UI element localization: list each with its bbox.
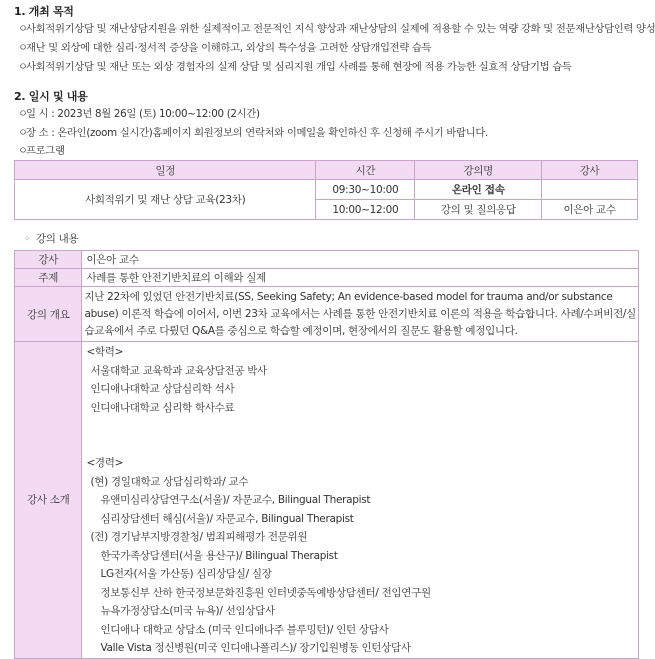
- career-heading: <경력>: [86, 457, 124, 469]
- row-time: 10:00~12:00: [316, 200, 415, 220]
- career-item: 정보통신부 산하 한국정보문화진흥원 인터넷중독예방상담센터/ 전임연구원: [100, 586, 431, 599]
- bio-content: [82, 342, 639, 659]
- purpose-title: 1. 개최 목적: [14, 5, 74, 18]
- education-item: 인디애나대학교 상담심리학 석사: [90, 383, 235, 395]
- program-bullet: ㅇ프로그램: [18, 145, 65, 157]
- career-item: 뉴욕가정상담소(미국 뉴욕)/ 선임상담사: [100, 605, 275, 617]
- bio-label: 강사 소개: [15, 342, 82, 659]
- schedule-title: 2. 일시 및 내용: [14, 90, 88, 103]
- header-schedule: 일정: [15, 161, 316, 180]
- overview-row: [15, 287, 639, 342]
- topic-row: [15, 269, 639, 287]
- instructor-row: [15, 251, 639, 269]
- career-item: 유앤미심리상담연구소(서울)/ 자문교수, Bilingual Therapist: [100, 494, 371, 506]
- header-time: 시간: [316, 161, 415, 180]
- education-item: 인디애나대학교 심리학 학사수료: [90, 401, 235, 414]
- career-item: 한국가족상담센터(서울 용산구)/ Bilingual Therapist: [100, 549, 338, 562]
- date-bullet: ㅇ일 시 : 2023년 8월 26일 (토) 10:00~12:00 (2시간): [18, 108, 260, 120]
- place-bullet: ㅇ장 소 : 온라인(zoom 실시간)홈페이지 회원정보의 연락처와 이메일을 확인하신 후 신청해 주시기 바랍니다.: [18, 127, 488, 139]
- career-item: 심리상담센터 해심(서울)/ 자문교수, Bilingual Therapist: [100, 512, 354, 525]
- overview-label: 강의 개요: [15, 287, 82, 342]
- education-item: 서울대학교 교육학과 교육상담전공 박사: [90, 364, 267, 377]
- career-item: Valle Vista 정신병원(미국 인디애나폴리스)/ 장기입원병동 인턴상담사: [100, 642, 411, 654]
- row-instructor: 이은아 교수: [542, 200, 638, 220]
- overview-text: 지난 22차에 있었던 안전기반치료(SS, Seeking Safety; An evidence-based model for trauma and/or substance abuse) 이론적 학습에 이어서, 이번 23차 교육에서는 사례를 통한 안전기반치료 이론의 적용을 학습합니다. 사례/수퍼비전/실 습교육에서 주로 다뤘던 Q&A를 중심으로 학습할 예정이며, 현장에서의 질문도 활용할 예정입니다.: [82, 287, 639, 342]
- table-row: [15, 180, 638, 200]
- bio-row: [15, 342, 639, 659]
- purpose-bullet: ㅇ사회적위기상담 및 재난상담지원을 위한 실제적이고 전문적인 지식 향상과 재난상담의 실제에 적용할 수 있는 역량 강화 및 전문재난상담인력 양성: [18, 23, 655, 35]
- lecture-info-table: [14, 250, 639, 659]
- career-former-heading: (전) 경기남부지방경찰청/ 범죄피해평가 전문위원: [90, 531, 308, 543]
- program-table: [14, 160, 638, 220]
- purpose-bullet: ㅇ사회적위기상담 및 재난 또는 외상 경험자의 실제 상담 및 심리지원 개입 사례를 통해 현장에 적용 가능한 실효적 상담기법 습득: [18, 61, 572, 73]
- row-time: 09:30~10:00: [316, 180, 415, 200]
- career-item: LG전자(서울 가산동) 심리상담실/ 실장: [100, 568, 272, 580]
- topic-value: 사례를 통한 안전기반치료의 이해와 실제: [82, 269, 639, 287]
- purpose-bullet: ㅇ재난 및 외상에 대한 심리·정서적 증상을 이해하고, 외상의 특수성을 고려한 상담개입전략 습득: [18, 42, 432, 54]
- row-lecture: 강의 및 질의응답: [415, 200, 542, 220]
- topic-label: 주제: [15, 269, 82, 287]
- header-instructor: 강사: [542, 161, 638, 180]
- instructor-label: 강사: [15, 251, 82, 269]
- education-heading: <학력>: [86, 346, 124, 358]
- career-current-heading: (현) 경일대학교 상담심리학과/ 교수: [90, 475, 249, 488]
- program-table-header: [15, 161, 638, 180]
- row-instructor: [542, 180, 638, 200]
- header-lecture: 강의명: [415, 161, 542, 180]
- session-name: 사회적위기 및 재난 상담 교육(23차): [15, 180, 316, 220]
- row-lecture-online: 온라인 접속: [415, 180, 542, 200]
- instructor-value: 이은아 교수: [82, 251, 639, 269]
- lecture-content-heading: ◦ 강의 내용: [24, 233, 79, 245]
- career-item: 인디애나 대학교 상담소 (미국 인디애나주 블루밍턴)/ 인턴 상담사: [100, 623, 389, 636]
